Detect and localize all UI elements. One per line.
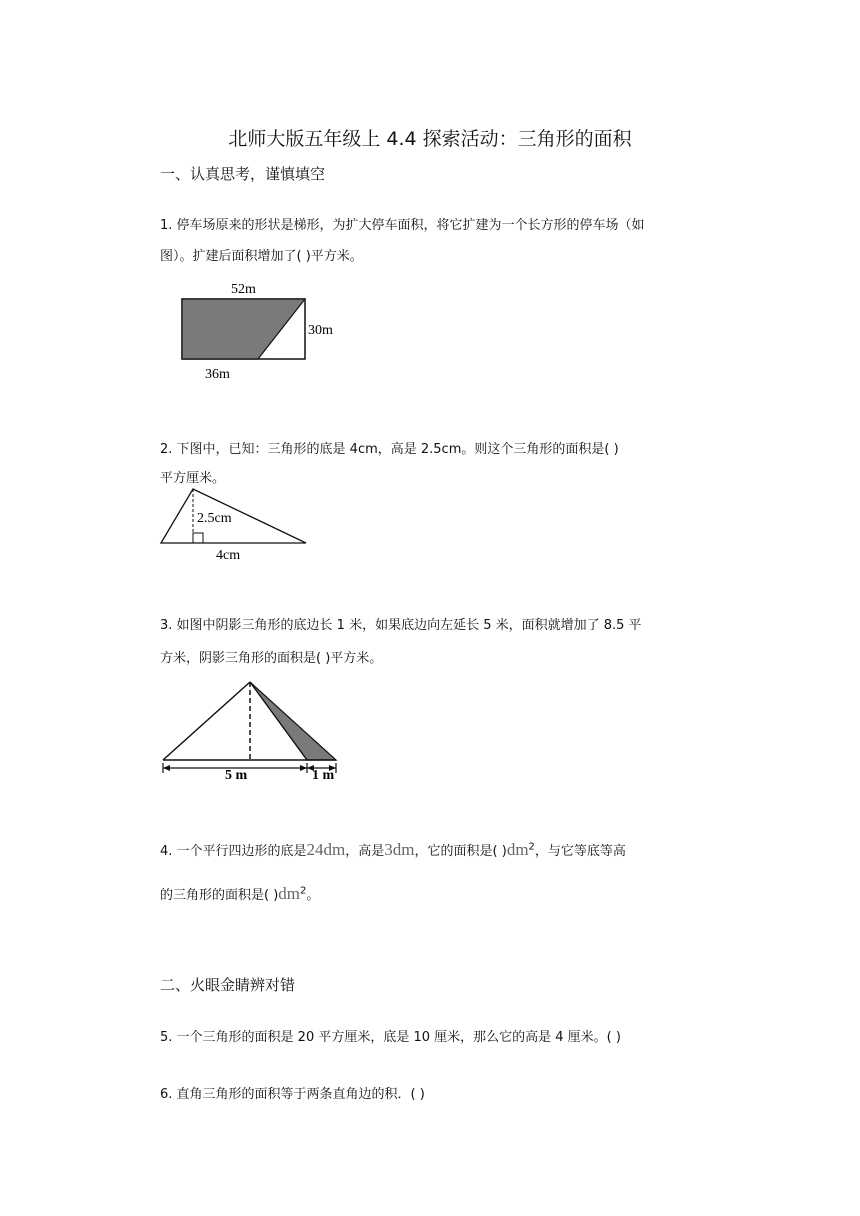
- label-1m: 1 m: [312, 768, 335, 783]
- section-heading-true-false: 二、火眼金睛辨对错: [160, 976, 296, 994]
- arrow-left: [163, 765, 170, 771]
- left-side-line: [163, 682, 250, 760]
- section-heading-fill-in: 一、认真思考，谨慎填空: [160, 165, 326, 183]
- question-2-line-2: 平方厘米。: [160, 471, 226, 486]
- question-1-line-1: 1. 停车场原来的形状是梯形，为扩大停车面积，将它扩建为一个长方形的停车场（如: [160, 218, 645, 233]
- question-2-line-1: 2. 下图中，已知：三角形的底是 4cm，高是 2.5cm。则这个三角形的面积是( ): [160, 442, 619, 457]
- question-4-line-1: 4. 一个平行四边形的底是24dm，高是3dm，它的面积是( )$dm^2$，与它等底等高: [160, 840, 626, 859]
- label-5m: 5 m: [225, 768, 248, 783]
- question-3-line-2: 方米，阴影三角形的面积是( )平方米。: [160, 651, 383, 666]
- question-3-line-1: 3. 如图中阴影三角形的底边长 1 米，如果底边向左延长 5 米，面积就增加了 8.5 平: [160, 618, 642, 633]
- question-6: 6. 直角三角形的面积等于两条直角边的积．( ): [160, 1087, 425, 1102]
- question-5: 5. 一个三角形的面积是 20 平方厘米，底是 10 厘米，那么它的高是 4 厘米。( ): [160, 1030, 621, 1045]
- page-title: 北师大版五年级上 4.4 探索活动：三角形的面积: [228, 128, 632, 150]
- label-right-30m: 30m: [308, 323, 333, 338]
- question-4-line-2: 的三角形的面积是( )$dm^2$。: [160, 884, 320, 903]
- middle-side-line: [250, 682, 307, 760]
- arrow-middle-left: [300, 765, 307, 771]
- label-top-52m: 52m: [231, 282, 256, 297]
- label-base-4cm: 4cm: [216, 548, 241, 563]
- label-height-2.5cm: 2.5cm: [197, 511, 232, 526]
- question-1-line-2: 图）。扩建后面积增加了( )平方米。: [160, 249, 363, 264]
- shaded-triangle: [250, 682, 336, 760]
- label-bottom-36m: 36m: [205, 367, 230, 382]
